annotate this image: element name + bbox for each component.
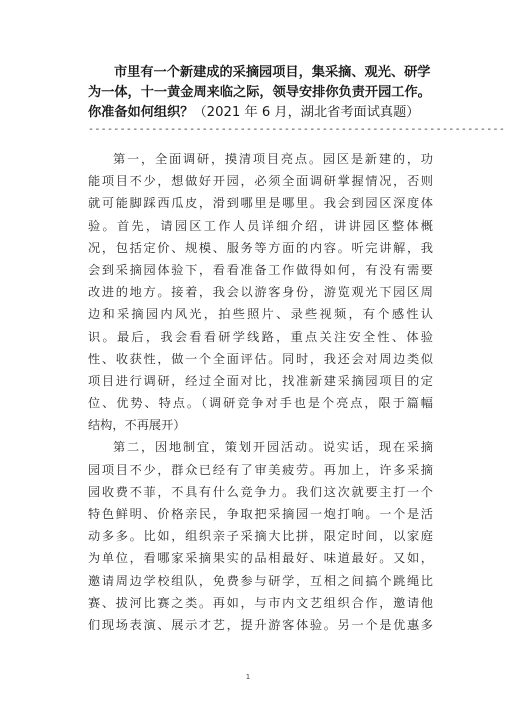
paragraph-1-line: 就可能脚踩西瓜皮，滑到哪里是哪里。我会到园区深度体 xyxy=(88,196,433,211)
question-line-3 xyxy=(88,103,433,123)
dashed-divider: ------------------------------------------------------------------ xyxy=(88,124,505,135)
question-line-1: 市里有一个新建成的采摘园项目，集采摘、观光、研学 xyxy=(114,65,431,80)
page-number: 1 xyxy=(245,673,251,681)
paragraph-1-line: 会到采摘园体验下，看看准备工作做得如何，有没有需要 xyxy=(88,262,433,277)
paragraph-2-line: 邀请周边学校组队，免费参与研学，互相之间搞个跳绳比 xyxy=(88,573,433,588)
paragraph-1-line: 第一，全面调研，摸清项目亮点。园区是新建的，功 xyxy=(113,152,433,166)
paragraph-2-line: 园收费不菲，不具有什么竞争力。我们这次就要主打一个 xyxy=(88,484,433,499)
paragraph-1-line: 改进的地方。接着，我会以游客身份，游览观光下园区周 xyxy=(88,285,433,300)
question-line-2: 为一体，十一黄金周来临之际，领导安排你负责开园工作。 xyxy=(88,85,431,100)
paragraph-2-line: 动多多。比如，组织亲子采摘大比拼，限定时间，以家庭 xyxy=(88,529,433,544)
question-heading xyxy=(88,63,433,123)
paragraph-1-line: 位、优势、特点。（调研竞争对手也是个亮点，限于篇幅 xyxy=(88,396,433,411)
paragraph-1-line: 况，包括定价、规模、服务等方面的内容。听完讲解，我 xyxy=(88,240,433,255)
paragraph-1-line: 边和采摘园内风光，拍些照片、录些视频，有个感性认 xyxy=(88,307,433,322)
paragraph-1-line: 结构，不再展开） xyxy=(88,418,186,433)
paragraph-1-line: 验。首先，请园区工作人员详细介绍，讲讲园区整体概 xyxy=(88,218,433,233)
paragraph-1-line: 性、收获性，做一个全面评估。同时，我还会对周边类似 xyxy=(88,351,433,366)
paragraph-2-line: 赛、拔河比赛之类。再如，与市内文艺组织合作，邀请他 xyxy=(88,595,433,610)
answer-body xyxy=(88,148,433,636)
question-text: 你准备如何组织？ xyxy=(88,105,194,120)
paragraph-2-line: 园项目不少，群众已经有了审美疲劳。再加上，许多采摘 xyxy=(88,462,433,477)
paragraph-2-line: 为单位，看哪家采摘果实的品相最好、味道最好。又如， xyxy=(88,551,433,566)
paragraph-1-line: 能项目不少，想做好开园，必须全面调研掌握情况，否则 xyxy=(88,174,433,189)
paragraph-1-line: 识。最后，我会看看研学线路，重点关注安全性、体验 xyxy=(88,329,433,344)
question-source: （2021 年 6 月，湖北省考面试真题） xyxy=(193,105,420,120)
paragraph-2-line: 第二，因地制宜，策划开园活动。说实话，现在采摘 xyxy=(113,440,433,455)
paragraph-1-line: 项目进行调研，经过全面对比，找准新建采摘园项目的定 xyxy=(88,373,433,388)
paragraph-2-line: 们现场表演、展示才艺，提升游客体验。另一个是优惠多 xyxy=(88,617,433,632)
paragraph-2-line: 特色鲜明、价格亲民，争取把采摘园一炮打响。一个是活 xyxy=(88,507,433,521)
